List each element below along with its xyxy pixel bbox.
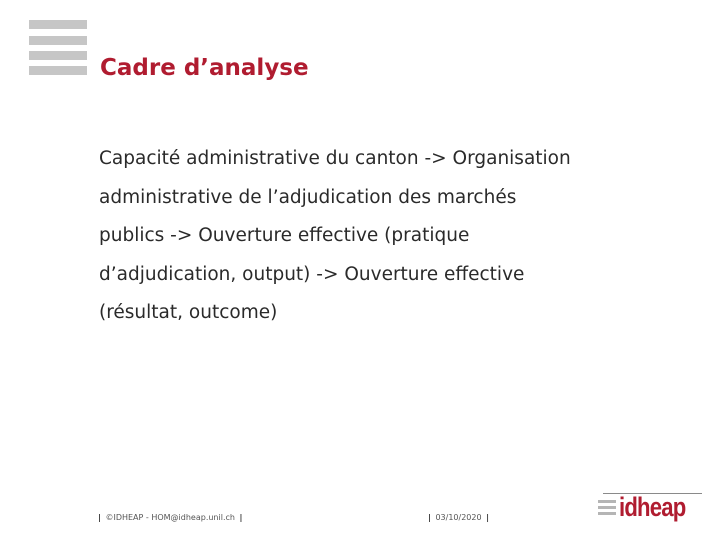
footer-copyright bbox=[96, 513, 244, 522]
footer-separator: | bbox=[428, 513, 431, 522]
body-line: publics -> Ouverture effective (pratique bbox=[99, 225, 470, 246]
footer-copyright-text: ©IDHEAP - HOM@idheap.unil.ch bbox=[105, 513, 235, 522]
body-line: administrative de l’adjudication des marchés bbox=[99, 186, 517, 208]
slide-body bbox=[99, 140, 699, 333]
footer-separator: | bbox=[486, 513, 490, 522]
slide-title: Cadre d’analyse bbox=[100, 55, 309, 81]
footer-separator: | bbox=[98, 513, 101, 522]
logo-bars-icon bbox=[598, 496, 618, 518]
body-line: Capacité administrative du canton -> Organisation bbox=[99, 148, 571, 169]
footer-date-text: 03/10/2020 bbox=[435, 513, 482, 522]
body-line: d’adjudication, output) -> Ouverture effective bbox=[99, 263, 525, 285]
footer-date bbox=[426, 513, 491, 522]
footer-separator: | bbox=[239, 513, 243, 522]
idheap-logo bbox=[598, 492, 700, 522]
body-line: (résultat, outcome) bbox=[99, 302, 278, 323]
logo-wordmark: idheap bbox=[619, 492, 686, 522]
